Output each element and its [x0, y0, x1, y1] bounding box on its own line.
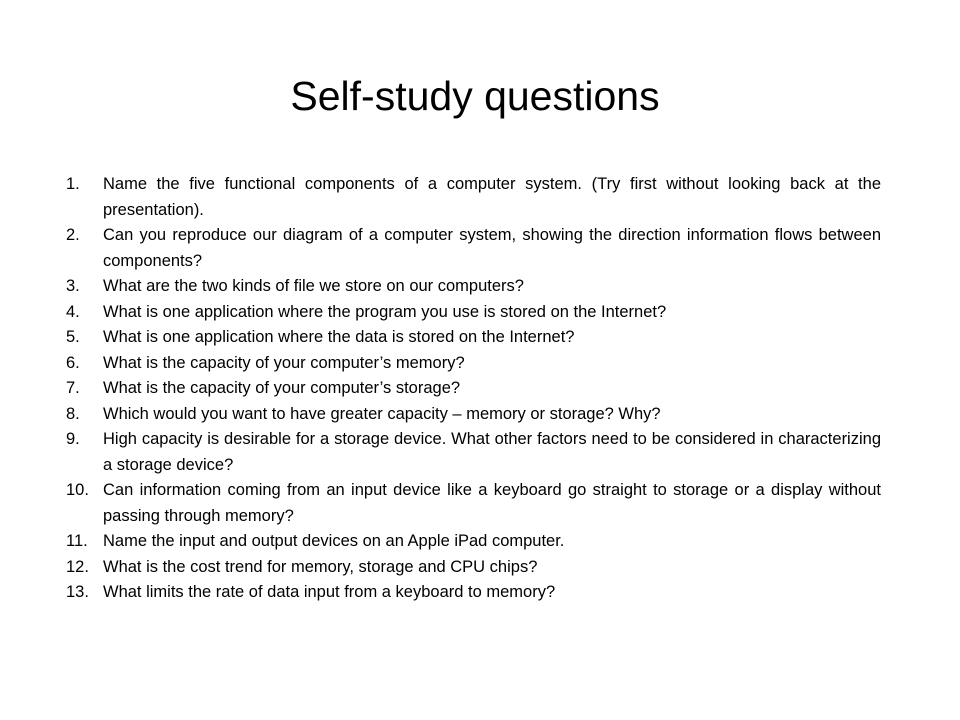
question-number: 13.	[66, 583, 89, 601]
slide-title: Self-study questions	[290, 73, 660, 119]
question-text: Which would you want to have greater capacity – memory or storage? Why?	[103, 404, 661, 423]
question-text: Can you reproduce our diagram of a computer system, showing the direction information flows between components?	[103, 226, 881, 270]
question-text: What is the capacity of your computer’s memory?	[103, 353, 465, 372]
question-number: 8.	[66, 404, 80, 423]
question-number: 6.	[66, 353, 80, 372]
question-list	[66, 172, 881, 606]
question-text: What is the cost trend for memory, storage and CPU chips?	[103, 557, 538, 576]
question-item	[66, 223, 881, 274]
question-text: Name the input and output devices on an Apple iPad computer.	[103, 532, 565, 550]
question-number: 12.	[66, 557, 89, 576]
question-item	[66, 580, 881, 606]
question-item	[66, 478, 881, 529]
question-item	[66, 427, 881, 478]
question-number: 1.	[66, 175, 80, 193]
question-item	[66, 376, 881, 402]
question-item	[66, 529, 881, 555]
question-text: Name the five functional components of a computer system. (Try first without looking back at the presentation).	[103, 175, 881, 219]
question-number: 3.	[66, 277, 80, 295]
question-number: 9.	[66, 430, 80, 448]
question-text: What are the two kinds of file we store on our computers?	[103, 277, 524, 295]
question-item	[66, 351, 881, 377]
question-number: 11.	[66, 532, 88, 550]
question-number: 5.	[66, 328, 80, 346]
question-text: What is one application where the program you use is stored on the Internet?	[103, 302, 667, 321]
question-item	[66, 402, 881, 428]
question-item	[66, 172, 881, 223]
question-number: 2.	[66, 226, 80, 244]
question-item	[66, 300, 881, 326]
question-number: 7.	[66, 379, 80, 397]
question-text: High capacity is desirable for a storage device. What other factors need to be considered in characterizing a storage device?	[103, 430, 881, 474]
question-item	[66, 325, 881, 351]
question-number: 4.	[66, 302, 80, 321]
question-text: What is the capacity of your computer’s storage?	[103, 379, 461, 397]
question-item	[66, 555, 881, 581]
question-item	[66, 274, 881, 300]
question-text: What limits the rate of data input from a keyboard to memory?	[103, 583, 556, 601]
question-text: Can information coming from an input device like a keyboard go straight to storage or a display without passing through memory?	[103, 481, 881, 525]
question-text: What is one application where the data is stored on the Internet?	[103, 328, 575, 346]
question-number: 10.	[66, 481, 89, 499]
